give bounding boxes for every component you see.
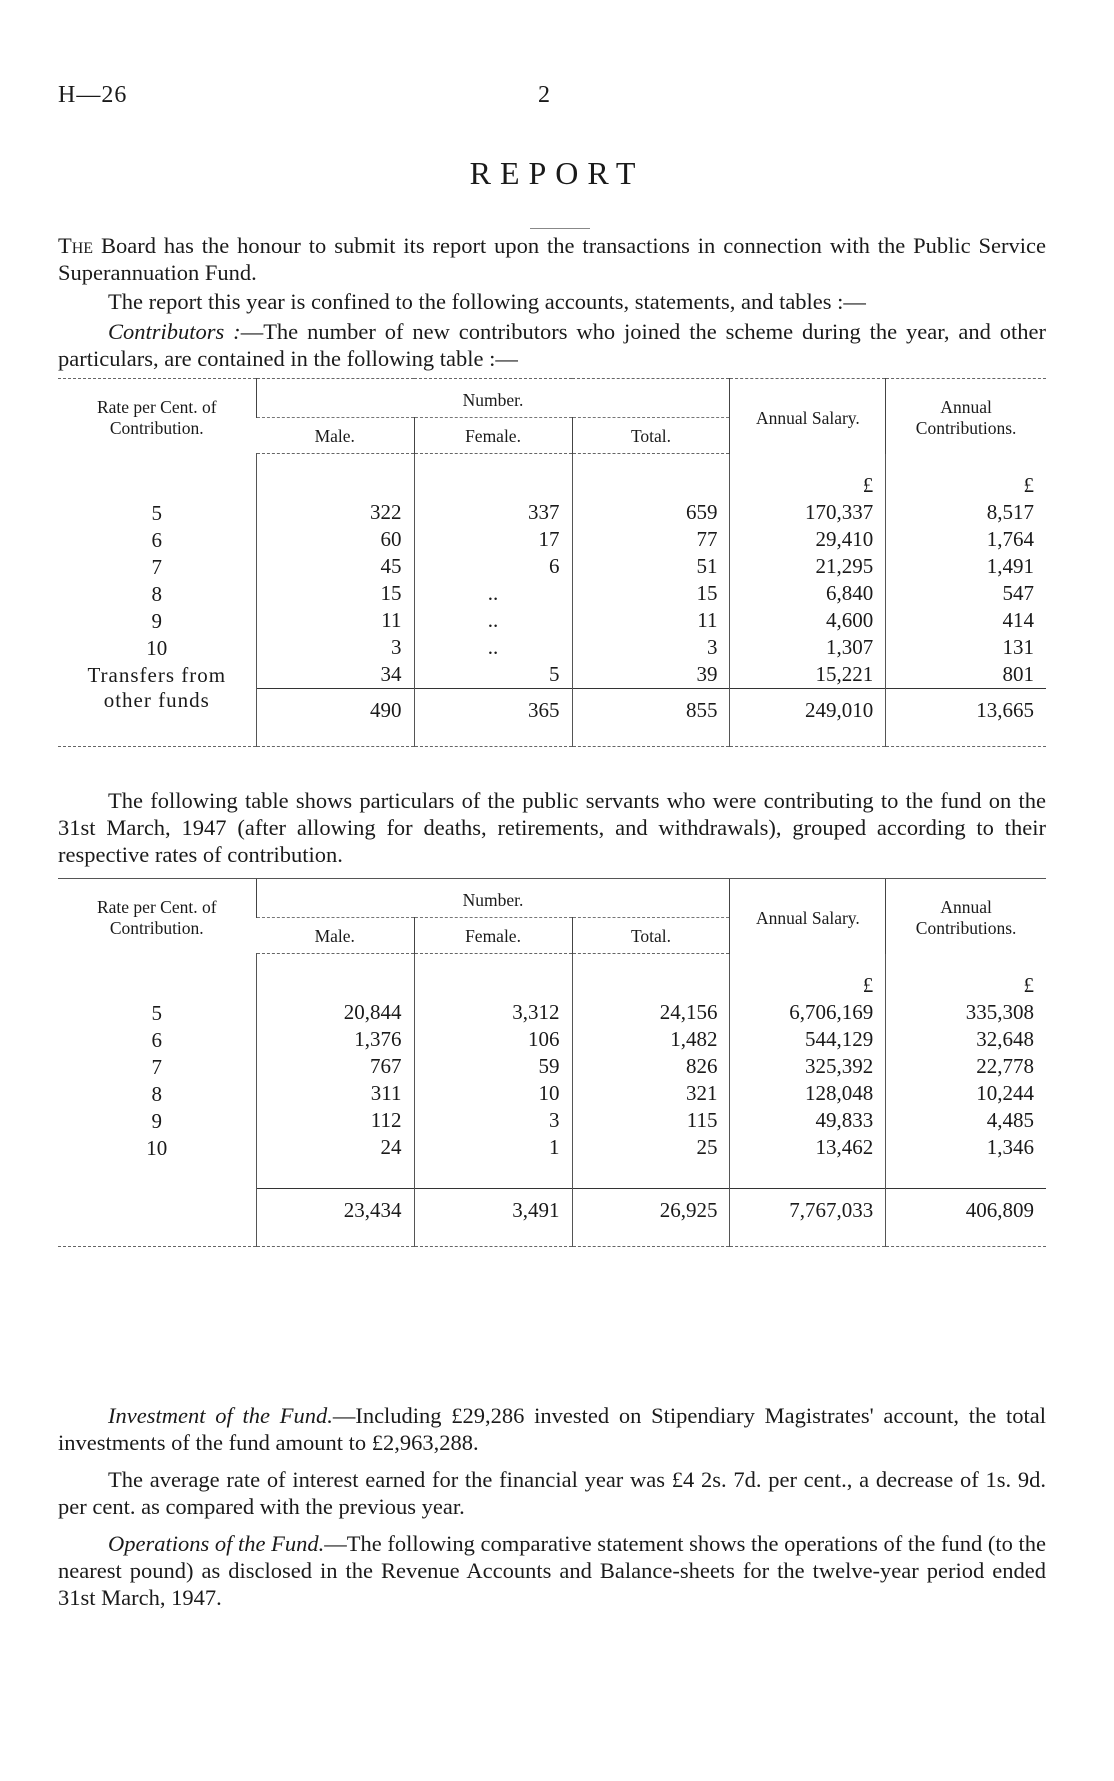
number-header: Number. xyxy=(256,879,730,918)
following-table-paragraph: The following table shows particulars of the public servants who were contributing to the fund on the 31st March, 1947 (after allowing for deaths, retirements, and withdrawals), grouped according to their respective rates of contribution. xyxy=(58,788,1046,867)
contributions-header: Annual Contributions. xyxy=(886,379,1046,454)
intro-lead: The xyxy=(58,233,94,258)
operations-heading: Operations of the Fund. xyxy=(108,1531,325,1556)
table-row: 7 45 6 51 21,295 1,491 xyxy=(58,553,1046,580)
contributions-pound-sign: £ xyxy=(886,954,1046,1000)
salary-header: Annual Salary. xyxy=(730,379,886,454)
page-header xyxy=(0,82,1114,122)
male-header: Male. xyxy=(256,418,414,454)
interest-paragraph: The average rate of interest earned for the financial year was £4 2s. 7d. per cent., a decrease of 1s. 9d. per cent. as compared with the previous year. xyxy=(58,1467,1046,1519)
table-row: 8 311 10 321 128,048 10,244 xyxy=(58,1080,1046,1107)
table-row: 9 11 .. 11 4,600 414 xyxy=(58,607,1046,634)
contributors-paragraph xyxy=(58,318,1046,372)
contributions-header: Annual Contributions. xyxy=(886,879,1046,954)
scope-paragraph: The report this year is confined to the following accounts, statements, and tables :— xyxy=(108,289,866,314)
totals-row: 23,434 3,491 26,925 7,767,033 406,809 xyxy=(58,1189,1046,1233)
contributions-pound-sign: £ xyxy=(886,454,1046,500)
contributors-heading: Contributors : xyxy=(108,319,241,344)
rate-header: Rate per Cent. of Contribution. xyxy=(58,879,256,954)
table-row: 5 322 337 659 170,337 8,517 xyxy=(58,499,1046,526)
number-header: Number. xyxy=(256,379,730,418)
totals-row: other funds 490 365 855 249,010 13,665 xyxy=(58,689,1046,733)
rate-header: Rate per Cent. of Contribution. xyxy=(58,379,256,454)
table-row: 8 15 .. 15 6,840 547 xyxy=(58,580,1046,607)
document-code: H—26 xyxy=(58,82,128,108)
title-rule xyxy=(530,228,590,229)
female-header: Female. xyxy=(414,918,572,954)
female-header: Female. xyxy=(414,418,572,454)
total-header: Total. xyxy=(572,918,730,954)
table-row: 6 1,376 106 1,482 544,129 32,648 xyxy=(58,1026,1046,1053)
new-contributors-table xyxy=(58,378,1046,747)
intro-paragraph xyxy=(58,232,1046,286)
investment-heading: Investment of the Fund. xyxy=(108,1403,333,1428)
table-row: 5 20,844 3,312 24,156 6,706,169 335,308 xyxy=(58,999,1046,1026)
total-header: Total. xyxy=(572,418,730,454)
salary-pound-sign: £ xyxy=(730,454,886,500)
investment-text: —Including £29,286 invested on Stipendiary Magistrates' account, the total investments of the fund amount to £2,963,288. xyxy=(58,1403,1046,1455)
existing-contributors-table xyxy=(58,878,1046,1247)
report-title: REPORT xyxy=(469,155,645,191)
table-row: 7 767 59 826 325,392 22,778 xyxy=(58,1053,1046,1080)
contributors-text: —The number of new contributors who joined the scheme during the year, and other particulars, are contained in the following table :— xyxy=(58,319,1046,371)
salary-pound-sign: £ xyxy=(730,954,886,1000)
transfers-row: Transfers from 34 5 39 15,221 801 xyxy=(58,661,1046,689)
table-row: 10 24 1 25 13,462 1,346 xyxy=(58,1134,1046,1161)
salary-header: Annual Salary. xyxy=(730,879,886,954)
intro-text: Board has the honour to submit its report upon the transactions in connection with the Public Service Superannuation Fund. xyxy=(58,233,1046,285)
male-header: Male. xyxy=(256,918,414,954)
table-row: 9 112 3 115 49,833 4,485 xyxy=(58,1107,1046,1134)
operations-paragraph xyxy=(58,1530,1046,1611)
table-row: 10 3 .. 3 1,307 131 xyxy=(58,634,1046,661)
table-row: 6 60 17 77 29,410 1,764 xyxy=(58,526,1046,553)
investment-paragraph xyxy=(58,1402,1046,1456)
page-number: 2 xyxy=(538,82,550,108)
operations-text: —The following comparative statement shows the operations of the fund (to the nearest pound) as disclosed in the Revenue Accounts and Balance-sheets for the twelve-year period ended 31st March, 1947. xyxy=(58,1531,1046,1610)
